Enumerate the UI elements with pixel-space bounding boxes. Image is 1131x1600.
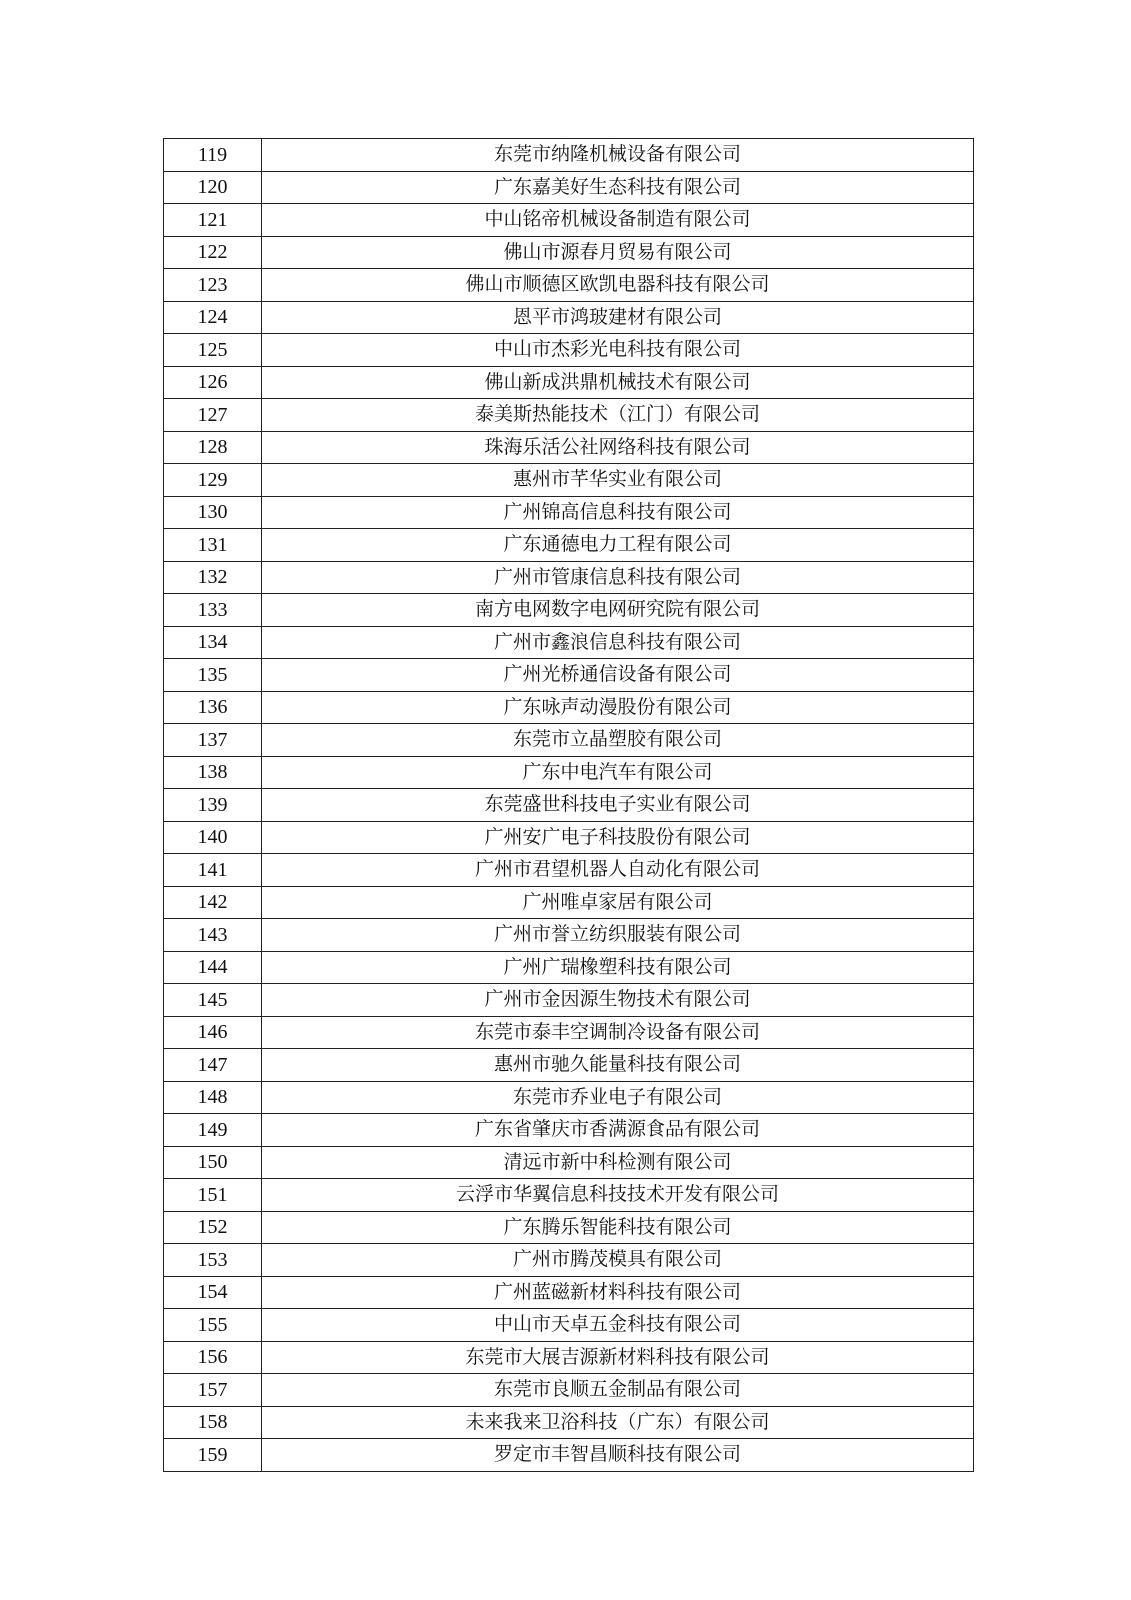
- row-number: 123: [164, 269, 262, 302]
- table-row: [164, 204, 974, 237]
- table-row: [164, 269, 974, 302]
- company-name: 东莞市良顺五金制品有限公司: [262, 1374, 974, 1407]
- row-number: 129: [164, 464, 262, 497]
- company-name: 东莞市纳隆机械设备有限公司: [262, 139, 974, 172]
- row-number: 126: [164, 366, 262, 399]
- company-name: 广东省肇庆市香满源食品有限公司: [262, 1114, 974, 1147]
- table-row: [164, 171, 974, 204]
- company-name: 广东嘉美好生态科技有限公司: [262, 171, 974, 204]
- company-name: 云浮市华翼信息科技技术开发有限公司: [262, 1179, 974, 1212]
- row-number: 158: [164, 1406, 262, 1439]
- row-number: 149: [164, 1114, 262, 1147]
- company-name: 东莞盛世科技电子实业有限公司: [262, 789, 974, 822]
- row-number: 130: [164, 496, 262, 529]
- row-number: 157: [164, 1374, 262, 1407]
- company-name: 惠州市芊华实业有限公司: [262, 464, 974, 497]
- table-row: [164, 1016, 974, 1049]
- row-number: 122: [164, 236, 262, 269]
- table-row: [164, 1341, 974, 1374]
- table-row: [164, 789, 974, 822]
- row-number: 125: [164, 334, 262, 367]
- row-number: 134: [164, 626, 262, 659]
- table-row: [164, 984, 974, 1017]
- row-number: 154: [164, 1276, 262, 1309]
- table-row: [164, 886, 974, 919]
- table-row: [164, 1081, 974, 1114]
- row-number: 152: [164, 1211, 262, 1244]
- table-row: [164, 1439, 974, 1472]
- company-name: 广州市鑫浪信息科技有限公司: [262, 626, 974, 659]
- table-row: [164, 496, 974, 529]
- company-name: 惠州市驰久能量科技有限公司: [262, 1049, 974, 1082]
- row-number: 133: [164, 594, 262, 627]
- table-row: [164, 366, 974, 399]
- company-list-table: [163, 138, 974, 1472]
- company-name: 清远市新中科检测有限公司: [262, 1146, 974, 1179]
- table-row: [164, 1146, 974, 1179]
- table-row: [164, 1049, 974, 1082]
- row-number: 145: [164, 984, 262, 1017]
- table-row: [164, 1276, 974, 1309]
- row-number: 120: [164, 171, 262, 204]
- company-name: 广州市誉立纺织服装有限公司: [262, 919, 974, 952]
- company-name: 未来我来卫浴科技（广东）有限公司: [262, 1406, 974, 1439]
- company-name: 广州市金因源生物技术有限公司: [262, 984, 974, 1017]
- table-row: [164, 821, 974, 854]
- table-row: [164, 334, 974, 367]
- company-name: 广州市君望机器人自动化有限公司: [262, 854, 974, 887]
- company-name: 恩平市鸿玻建材有限公司: [262, 301, 974, 334]
- table-body: [164, 139, 974, 1472]
- company-name: 广东通德电力工程有限公司: [262, 529, 974, 562]
- table-row: [164, 1211, 974, 1244]
- company-name: 佛山市源春月贸易有限公司: [262, 236, 974, 269]
- table-row: [164, 594, 974, 627]
- table-row: [164, 919, 974, 952]
- row-number: 119: [164, 139, 262, 172]
- company-name: 东莞市大展吉源新材料科技有限公司: [262, 1341, 974, 1374]
- row-number: 139: [164, 789, 262, 822]
- company-name: 东莞市乔业电子有限公司: [262, 1081, 974, 1114]
- table-row: [164, 756, 974, 789]
- row-number: 128: [164, 431, 262, 464]
- row-number: 147: [164, 1049, 262, 1082]
- table-row: [164, 399, 974, 432]
- row-number: 146: [164, 1016, 262, 1049]
- table-row: [164, 1406, 974, 1439]
- row-number: 141: [164, 854, 262, 887]
- company-name: 佛山新成洪鼎机械技术有限公司: [262, 366, 974, 399]
- company-name: 广州安广电子科技股份有限公司: [262, 821, 974, 854]
- company-name: 泰美斯热能技术（江门）有限公司: [262, 399, 974, 432]
- table-row: [164, 139, 974, 172]
- company-name: 广州广瑞橡塑科技有限公司: [262, 951, 974, 984]
- row-number: 132: [164, 561, 262, 594]
- table-row: [164, 301, 974, 334]
- company-name: 广州唯卓家居有限公司: [262, 886, 974, 919]
- row-number: 153: [164, 1244, 262, 1277]
- row-number: 136: [164, 691, 262, 724]
- table-row: [164, 561, 974, 594]
- row-number: 144: [164, 951, 262, 984]
- company-name: 东莞市泰丰空调制冷设备有限公司: [262, 1016, 974, 1049]
- row-number: 159: [164, 1439, 262, 1472]
- table-row: [164, 724, 974, 757]
- row-number: 148: [164, 1081, 262, 1114]
- table-row: [164, 1179, 974, 1212]
- row-number: 156: [164, 1341, 262, 1374]
- table-row: [164, 951, 974, 984]
- company-name: 中山市杰彩光电科技有限公司: [262, 334, 974, 367]
- table-row: [164, 1114, 974, 1147]
- table-row: [164, 1374, 974, 1407]
- row-number: 137: [164, 724, 262, 757]
- row-number: 151: [164, 1179, 262, 1212]
- row-number: 121: [164, 204, 262, 237]
- table-row: [164, 431, 974, 464]
- company-name: 佛山市顺德区欧凯电器科技有限公司: [262, 269, 974, 302]
- row-number: 131: [164, 529, 262, 562]
- table-row: [164, 236, 974, 269]
- company-name: 广州锦高信息科技有限公司: [262, 496, 974, 529]
- row-number: 127: [164, 399, 262, 432]
- company-name: 广州市管康信息科技有限公司: [262, 561, 974, 594]
- row-number: 150: [164, 1146, 262, 1179]
- company-name: 广东腾乐智能科技有限公司: [262, 1211, 974, 1244]
- table-row: [164, 691, 974, 724]
- table-row: [164, 1309, 974, 1342]
- company-name: 珠海乐活公社网络科技有限公司: [262, 431, 974, 464]
- row-number: 140: [164, 821, 262, 854]
- company-name: 中山铭帝机械设备制造有限公司: [262, 204, 974, 237]
- table-row: [164, 1244, 974, 1277]
- row-number: 124: [164, 301, 262, 334]
- company-name: 南方电网数字电网研究院有限公司: [262, 594, 974, 627]
- table-row: [164, 659, 974, 692]
- company-name: 广州蓝磁新材料科技有限公司: [262, 1276, 974, 1309]
- row-number: 143: [164, 919, 262, 952]
- company-name: 中山市天卓五金科技有限公司: [262, 1309, 974, 1342]
- company-name: 东莞市立晶塑胶有限公司: [262, 724, 974, 757]
- row-number: 155: [164, 1309, 262, 1342]
- table-row: [164, 529, 974, 562]
- table-row: [164, 854, 974, 887]
- table-row: [164, 464, 974, 497]
- row-number: 142: [164, 886, 262, 919]
- company-name: 罗定市丰智昌顺科技有限公司: [262, 1439, 974, 1472]
- company-name: 广州光桥通信设备有限公司: [262, 659, 974, 692]
- row-number: 138: [164, 756, 262, 789]
- company-name: 广东中电汽车有限公司: [262, 756, 974, 789]
- row-number: 135: [164, 659, 262, 692]
- table-row: [164, 626, 974, 659]
- company-name: 广东咏声动漫股份有限公司: [262, 691, 974, 724]
- company-name: 广州市腾茂模具有限公司: [262, 1244, 974, 1277]
